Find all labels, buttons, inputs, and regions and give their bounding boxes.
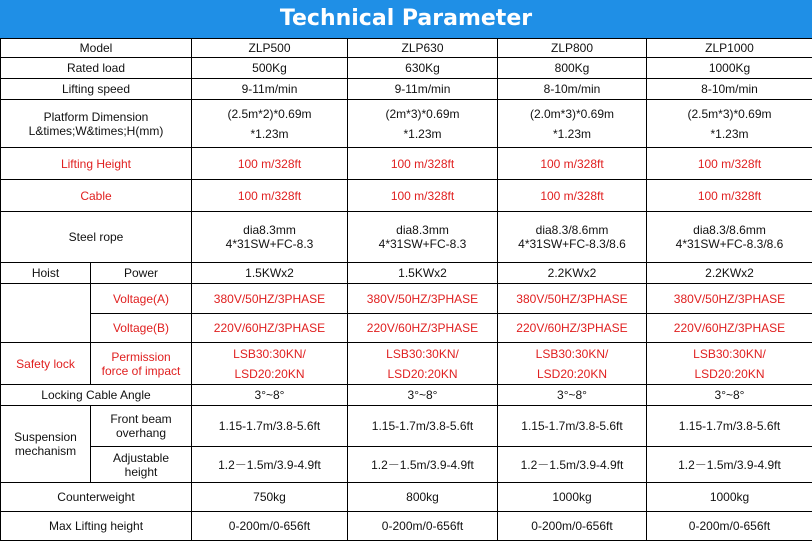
label-line: Suspension [14,430,77,444]
table-cell: 630Kg [348,58,498,79]
table-row [1,212,812,263]
table-row [1,58,812,79]
table-cell: 0-200m/0-656ft [498,512,647,541]
table-cell: 2.2KWx2 [647,263,812,284]
model-name: ZLP630 [348,39,498,58]
label-line: Adjustable [112,450,170,465]
table-cell [647,100,812,148]
table-cell: 0-200m/0-656ft [348,512,498,541]
cell-line: LSB30:30KN/ [535,346,609,361]
table-cell: 1.5KWx2 [348,263,498,284]
table-cell: 3°~8° [192,385,348,406]
cell-line: LSD20:20KN [387,366,458,381]
model-name: ZLP500 [192,39,348,58]
table-cell: 1.2－1.5m/3.9-4.9ft [192,447,348,483]
cell-line: LSD20:20KN [536,366,608,381]
table-cell: 1000kg [647,483,812,512]
table-cell [348,100,498,148]
table-cell [192,100,348,148]
sub-label-power: Power [91,263,192,284]
table-cell [647,343,812,385]
cell-line: (2.5m*2)*0.69m [227,106,312,121]
table-cell: 380V/50HZ/3PHASE [348,284,498,314]
cell-line: (2.5m*3)*0.69m [687,106,772,121]
cell-line: dia8.3/8.6mm [693,223,766,237]
table-cell: 0-200m/0-656ft [647,512,812,541]
table-cell: 1.15-1.7m/3.8-5.6ft [498,406,647,447]
sub-label-voltage-a: Voltage(A) [91,284,192,314]
table-cell: 1.15-1.7m/3.8-5.6ft [348,406,498,447]
cell-line: LSD20:20KN [694,366,765,381]
cell-line: 4*31SW+FC-8.3/8.6 [675,237,784,251]
table-cell: 1.2－1.5m/3.9-4.9ft [647,447,812,483]
table-cell: 220V/60HZ/3PHASE [192,314,348,343]
table-cell: 100 m/328ft [348,148,498,180]
table-cell: 1000kg [498,483,647,512]
label-line: mechanism [14,444,77,458]
table-row [1,343,812,385]
table-cell: 9-11m/min [348,79,498,100]
table-cell [192,212,348,263]
cell-line: 4*31SW+FC-8.3 [378,237,467,251]
table-cell: 100 m/328ft [192,148,348,180]
parameter-table [0,38,812,541]
table-cell: 1.5KWx2 [192,263,348,284]
table-cell: 3°~8° [647,385,812,406]
cell-line: *1.23m [710,126,749,141]
table-cell: 100 m/328ft [348,180,498,212]
table-cell [498,100,647,148]
table-cell: 1.15-1.7m/3.8-5.6ft [647,406,812,447]
row-label-model: Model [1,39,192,58]
table-cell: 380V/50HZ/3PHASE [647,284,812,314]
label-line: Front beam [110,412,172,426]
table-cell: 3°~8° [348,385,498,406]
label-line: L&times;W&times;H(mm) [28,123,164,138]
row-label-platform-dimension [1,100,192,148]
row-label-rated-load: Rated load [1,58,192,79]
model-name: ZLP800 [498,39,647,58]
table-cell: 750kg [192,483,348,512]
table-cell: 1.15-1.7m/3.8-5.6ft [192,406,348,447]
table-row [1,406,812,447]
table-cell [192,343,348,385]
row-label-counterweight: Counterweight [1,483,192,512]
table-row [1,314,812,343]
table-cell: 800Kg [498,58,647,79]
label-line: height [124,464,158,479]
label-line: overhang [115,426,167,440]
table-row [1,180,812,212]
table-row [1,284,812,314]
row-label-lifting-height: Lifting Height [1,148,192,180]
row-label-hoist: Hoist [1,263,91,284]
cell-line: LSB30:30KN/ [233,346,306,361]
table-cell: 8-10m/min [498,79,647,100]
table-row [1,263,812,284]
row-label-steel-rope: Steel rope [1,212,192,263]
table-cell: 500Kg [192,58,348,79]
table-cell: 3°~8° [498,385,647,406]
table-cell: 380V/50HZ/3PHASE [192,284,348,314]
table-cell: 100 m/328ft [498,180,647,212]
table-cell: 100 m/328ft [498,148,647,180]
table-cell: 1.2－1.5m/3.9-4.9ft [348,447,498,483]
table-cell: 1000Kg [647,58,812,79]
row-label-safety-lock: Safety lock [1,343,91,385]
label-line: Permission [111,349,171,364]
table-row [1,483,812,512]
row-label-suspension [1,406,91,483]
cell-line: (2m*3)*0.69m [385,106,460,121]
table-cell: 100 m/328ft [647,148,812,180]
table-row [1,447,812,483]
table-cell: 100 m/328ft [647,180,812,212]
sub-label-adjustable-height [91,447,192,483]
table-row [1,148,812,180]
sub-label-permission [91,343,192,385]
cell-line: LSB30:30KN/ [693,346,766,361]
row-label-lifting-speed: Lifting speed [1,79,192,100]
table-cell [348,343,498,385]
sub-label-front-beam [91,406,192,447]
cell-line: *1.23m [403,126,442,141]
cell-line: 4*31SW+FC-8.3/8.6 [518,237,626,251]
sub-label-voltage-b: Voltage(B) [91,314,192,343]
blank-cell [1,284,91,343]
table-cell: 100 m/328ft [192,180,348,212]
cell-line: *1.23m [250,126,289,141]
table-cell: 800kg [348,483,498,512]
table-row [1,385,812,406]
table-cell: 380V/50HZ/3PHASE [498,284,647,314]
cell-line: dia8.3mm [243,223,296,237]
table-row [1,79,812,100]
table-cell [348,212,498,263]
row-label-locking-cable-angle: Locking Cable Angle [1,385,192,406]
page-title: Technical Parameter [0,0,812,38]
model-name: ZLP1000 [647,39,812,58]
table-cell: 8-10m/min [647,79,812,100]
cell-line: dia8.3/8.6mm [535,223,609,237]
cell-line: LSB30:30KN/ [386,346,459,361]
table-row [1,39,812,58]
label-line: force of impact [101,363,181,378]
table-cell: 220V/60HZ/3PHASE [498,314,647,343]
cell-line: *1.23m [552,126,592,141]
table-cell [498,343,647,385]
row-label-max-lifting-height: Max Lifting height [1,512,192,541]
table-cell: 0-200m/0-656ft [192,512,348,541]
table-cell: 220V/60HZ/3PHASE [647,314,812,343]
label-line: Platform Dimension [43,109,149,124]
table-cell: 1.2－1.5m/3.9-4.9ft [498,447,647,483]
cell-line: LSD20:20KN [234,366,305,381]
cell-line: (2.0m*3)*0.69m [529,106,615,121]
row-label-cable: Cable [1,180,192,212]
cell-line: dia8.3mm [396,223,449,237]
table-row [1,100,812,148]
table-cell: 9-11m/min [192,79,348,100]
table-cell [647,212,812,263]
table-cell: 2.2KWx2 [498,263,647,284]
table-cell [498,212,647,263]
cell-line: 4*31SW+FC-8.3 [225,237,314,251]
table-row [1,512,812,541]
table-cell: 220V/60HZ/3PHASE [348,314,498,343]
